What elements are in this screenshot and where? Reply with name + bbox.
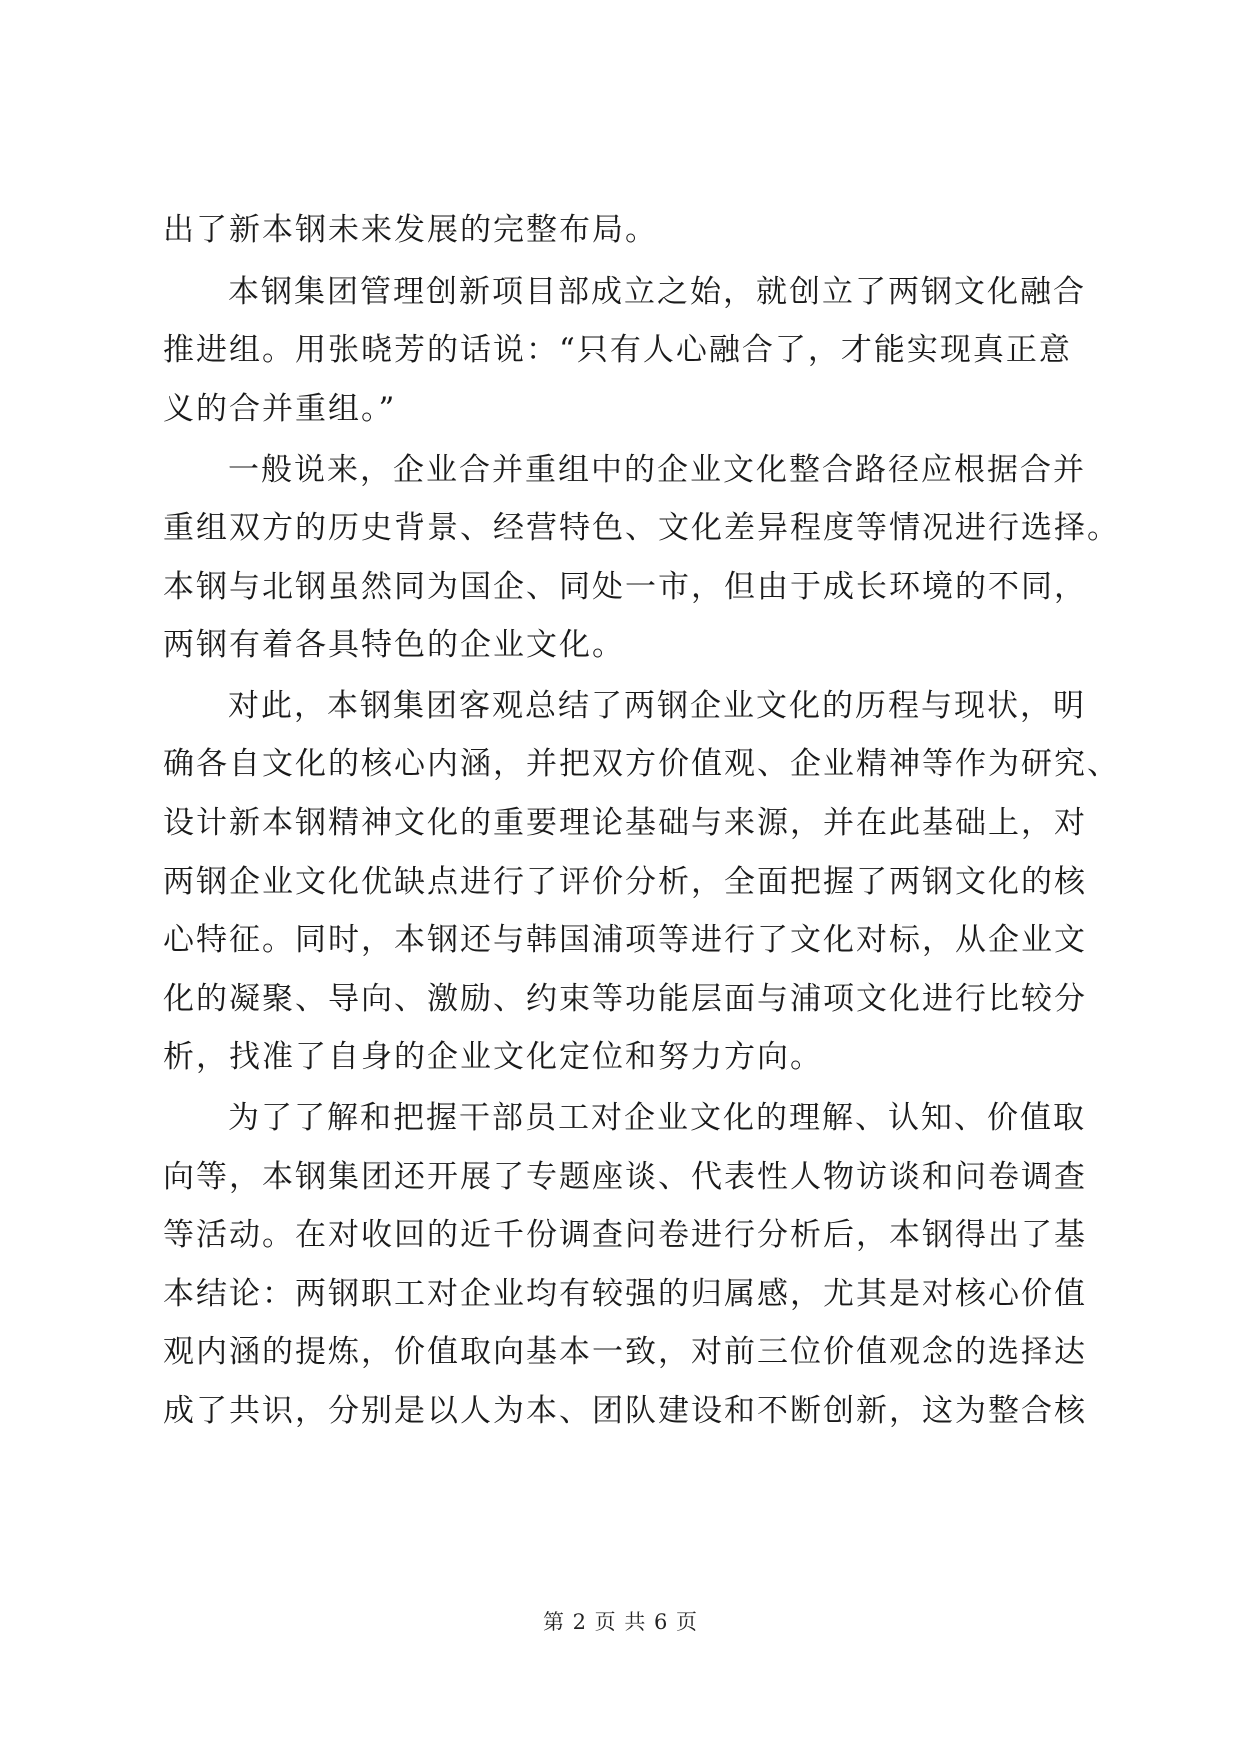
text-line: 一般说来，企业合并重组中的企业文化整合路径应根据合并 <box>228 452 1086 488</box>
text-line: 推进组。用张晓芳的话说：“只有人心融合了，才能实现真正意 <box>163 332 1072 368</box>
text-line: 观内涵的提炼，价值取向基本一致，对前三位价值观念的选择达 <box>163 1334 1087 1370</box>
text-line: 两钢企业文化优缺点进行了评价分析，全面把握了两钢文化的核 <box>163 864 1087 900</box>
text-line: 义的合并重组。” <box>163 391 397 427</box>
text-line: 重组双方的历史背景、经营特色、文化差异程度等情况进行选择。 <box>163 510 1120 546</box>
text-line: 心特征。同时，本钢还与韩国浦项等进行了文化对标，从企业文 <box>163 922 1087 958</box>
page-number-footer: 第 2 页 共 6 页 <box>542 1610 699 1634</box>
text-line: 本结论：两钢职工对企业均有较强的归属感，尤其是对核心价值 <box>163 1276 1087 1312</box>
text-line: 两钢有着各具特色的企业文化。 <box>163 627 625 663</box>
text-line: 化的凝聚、导向、激励、约束等功能层面与浦项文化进行比较分 <box>163 981 1087 1017</box>
text-line: 等活动。在对收回的近千份调查问卷进行分析后，本钢得出了基 <box>163 1217 1087 1253</box>
text-line: 确各自文化的核心内涵，并把双方价值观、企业精神等作为研究、 <box>163 746 1120 782</box>
text-line: 本钢集团管理创新项目部成立之始，就创立了两钢文化融合 <box>228 274 1086 310</box>
text-line: 对此，本钢集团客观总结了两钢企业文化的历程与现状，明 <box>228 688 1086 724</box>
text-line: 向等，本钢集团还开展了专题座谈、代表性人物访谈和问卷调查 <box>163 1159 1087 1195</box>
text-line: 析，找准了自身的企业文化定位和努力方向。 <box>163 1039 823 1075</box>
text-line: 出了新本钢未来发展的完整布局。 <box>163 212 658 248</box>
text-line: 成了共识，分别是以人为本、团队建设和不断创新，这为整合核 <box>163 1393 1087 1429</box>
text-line: 本钢与北钢虽然同为国企、同处一市，但由于成长环境的不同， <box>163 569 1087 605</box>
text-line: 为了了解和把握干部员工对企业文化的理解、认知、价值取 <box>228 1100 1086 1136</box>
text-line: 设计新本钢精神文化的重要理论基础与来源，并在此基础上，对 <box>163 805 1087 841</box>
